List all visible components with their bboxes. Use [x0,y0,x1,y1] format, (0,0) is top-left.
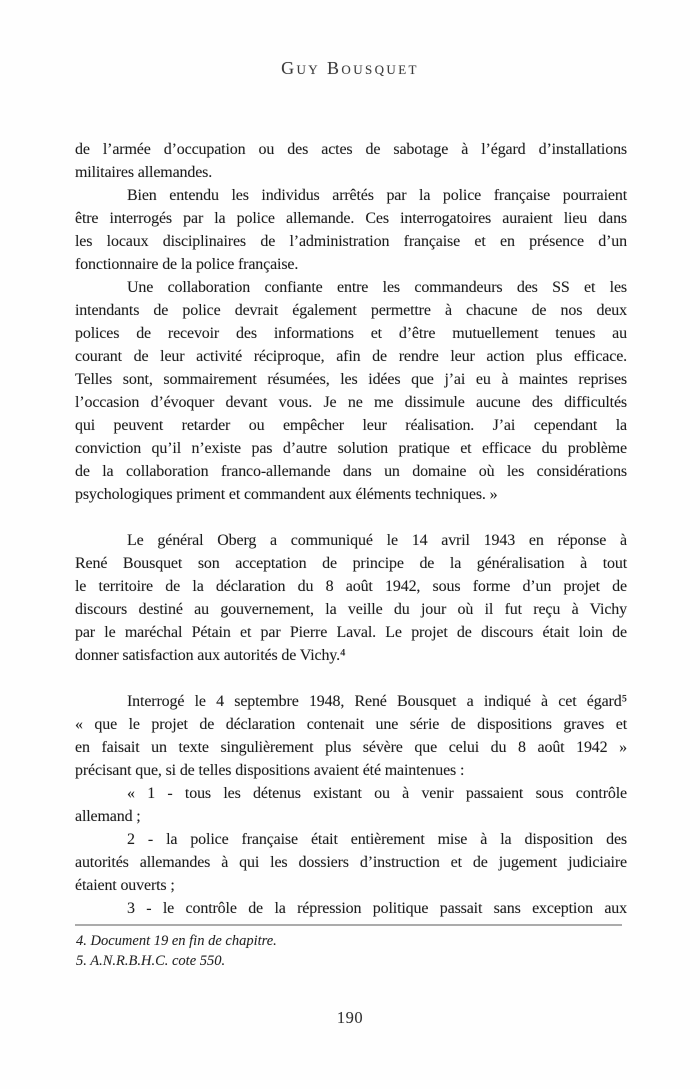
paragraph [75,529,627,667]
text-line: Une collaboration confiante entre les commandeurs des SS et les [127,279,627,296]
text-line: fonctionnaire de la police française. [75,256,299,273]
text-line: le territoire de la déclaration du 8 août 1942, sous forme d’un projet de [75,578,627,595]
text-line: Bien entendu les individus arrêtés par la police française pourraient [127,187,627,204]
text-line: allemand ; [75,808,141,825]
footnotes [76,931,628,971]
text-line: l’occasion d’évoquer devant vous. Je ne me dissimule aucune des difficultés [75,394,627,411]
text-line: par le maréchal Pétain et par Pierre Laval. Le projet de discours était loin de [75,624,627,641]
text-line: donner satisfaction aux autorités de Vichy.⁴ [75,647,346,664]
text-line: « 1 - tous les détenus existant ou à venir passaient sous contrôle [127,785,627,802]
footnote-rule [75,924,622,926]
paragraph [75,184,627,276]
body-text [75,138,627,920]
text-line: Interrogé le 4 septembre 1948, René Bousquet a indiqué à cet égard⁵ [127,693,627,710]
page-number: 190 [336,1008,364,1027]
text-line: de l’armée d’occupation ou des actes de sabotage à l’égard d’installations [75,141,627,158]
footnote: 5. A.N.R.B.H.C. cote 550. [76,953,226,969]
paragraph [75,276,627,506]
running-header: Guy Bousquet [281,58,419,78]
text-line: intendants de police devrait également permettre à chacune de nos deux [75,302,627,319]
text-line: courant de leur activité réciproque, afin de rendre leur action plus efficace. [75,348,627,365]
text-line: Telles sont, sommairement résumées, les idées que j’ai eu à maintes reprises [75,371,627,388]
text-line: autorités allemandes à qui les dossiers d’instruction et de jugement judiciaire [75,854,627,871]
text-line: étaient ouverts ; [75,877,175,894]
paragraph [75,897,627,920]
text-line: précisant que, si de telles dispositions avaient été maintenues : [75,762,465,779]
text-line: les locaux disciplinaires de l’administration française et en présence d’un [75,233,627,250]
text-line: 3 - le contrôle de la répression politique passait sans exception aux [127,900,627,917]
text-line: René Bousquet son acceptation de principe de la généralisation à tout [75,555,627,572]
paragraph [75,138,627,184]
footnote: 4. Document 19 en fin de chapitre. [76,933,277,949]
text-line: être interrogés par la police allemande. Ces interrogatoires auraient lieu dans [75,210,627,227]
text-line: psychologiques priment et commandent aux éléments techniques. » [75,486,498,503]
text-line: « que le projet de déclaration contenait une série de dispositions graves et [75,716,627,733]
paragraph [75,690,627,782]
text-line: en faisait un texte singulièrement plus sévère que celui du 8 août 1942 » [75,739,627,756]
text-line: 2 - la police française était entièrement mise à la disposition des [127,831,627,848]
text-line: militaires allemandes. [75,164,213,181]
text-line: conviction qu’il n’existe pas d’autre solution pratique et efficace du problème [75,440,627,457]
text-line: de la collaboration franco-allemande dans un domaine où les considérations [75,463,627,480]
text-line: polices de recevoir des informations et d’être mutuellement tenues au [75,325,627,342]
text-line: discours destiné au gouvernement, la veille du jour où il fut reçu à Vichy [75,601,627,618]
text-line: qui peuvent retarder ou empêcher leur réalisation. J’ai cependant la [75,417,627,434]
paragraph [75,782,627,828]
paragraph [75,828,627,897]
text-line: Le général Oberg a communiqué le 14 avril 1943 en réponse à [127,532,627,549]
